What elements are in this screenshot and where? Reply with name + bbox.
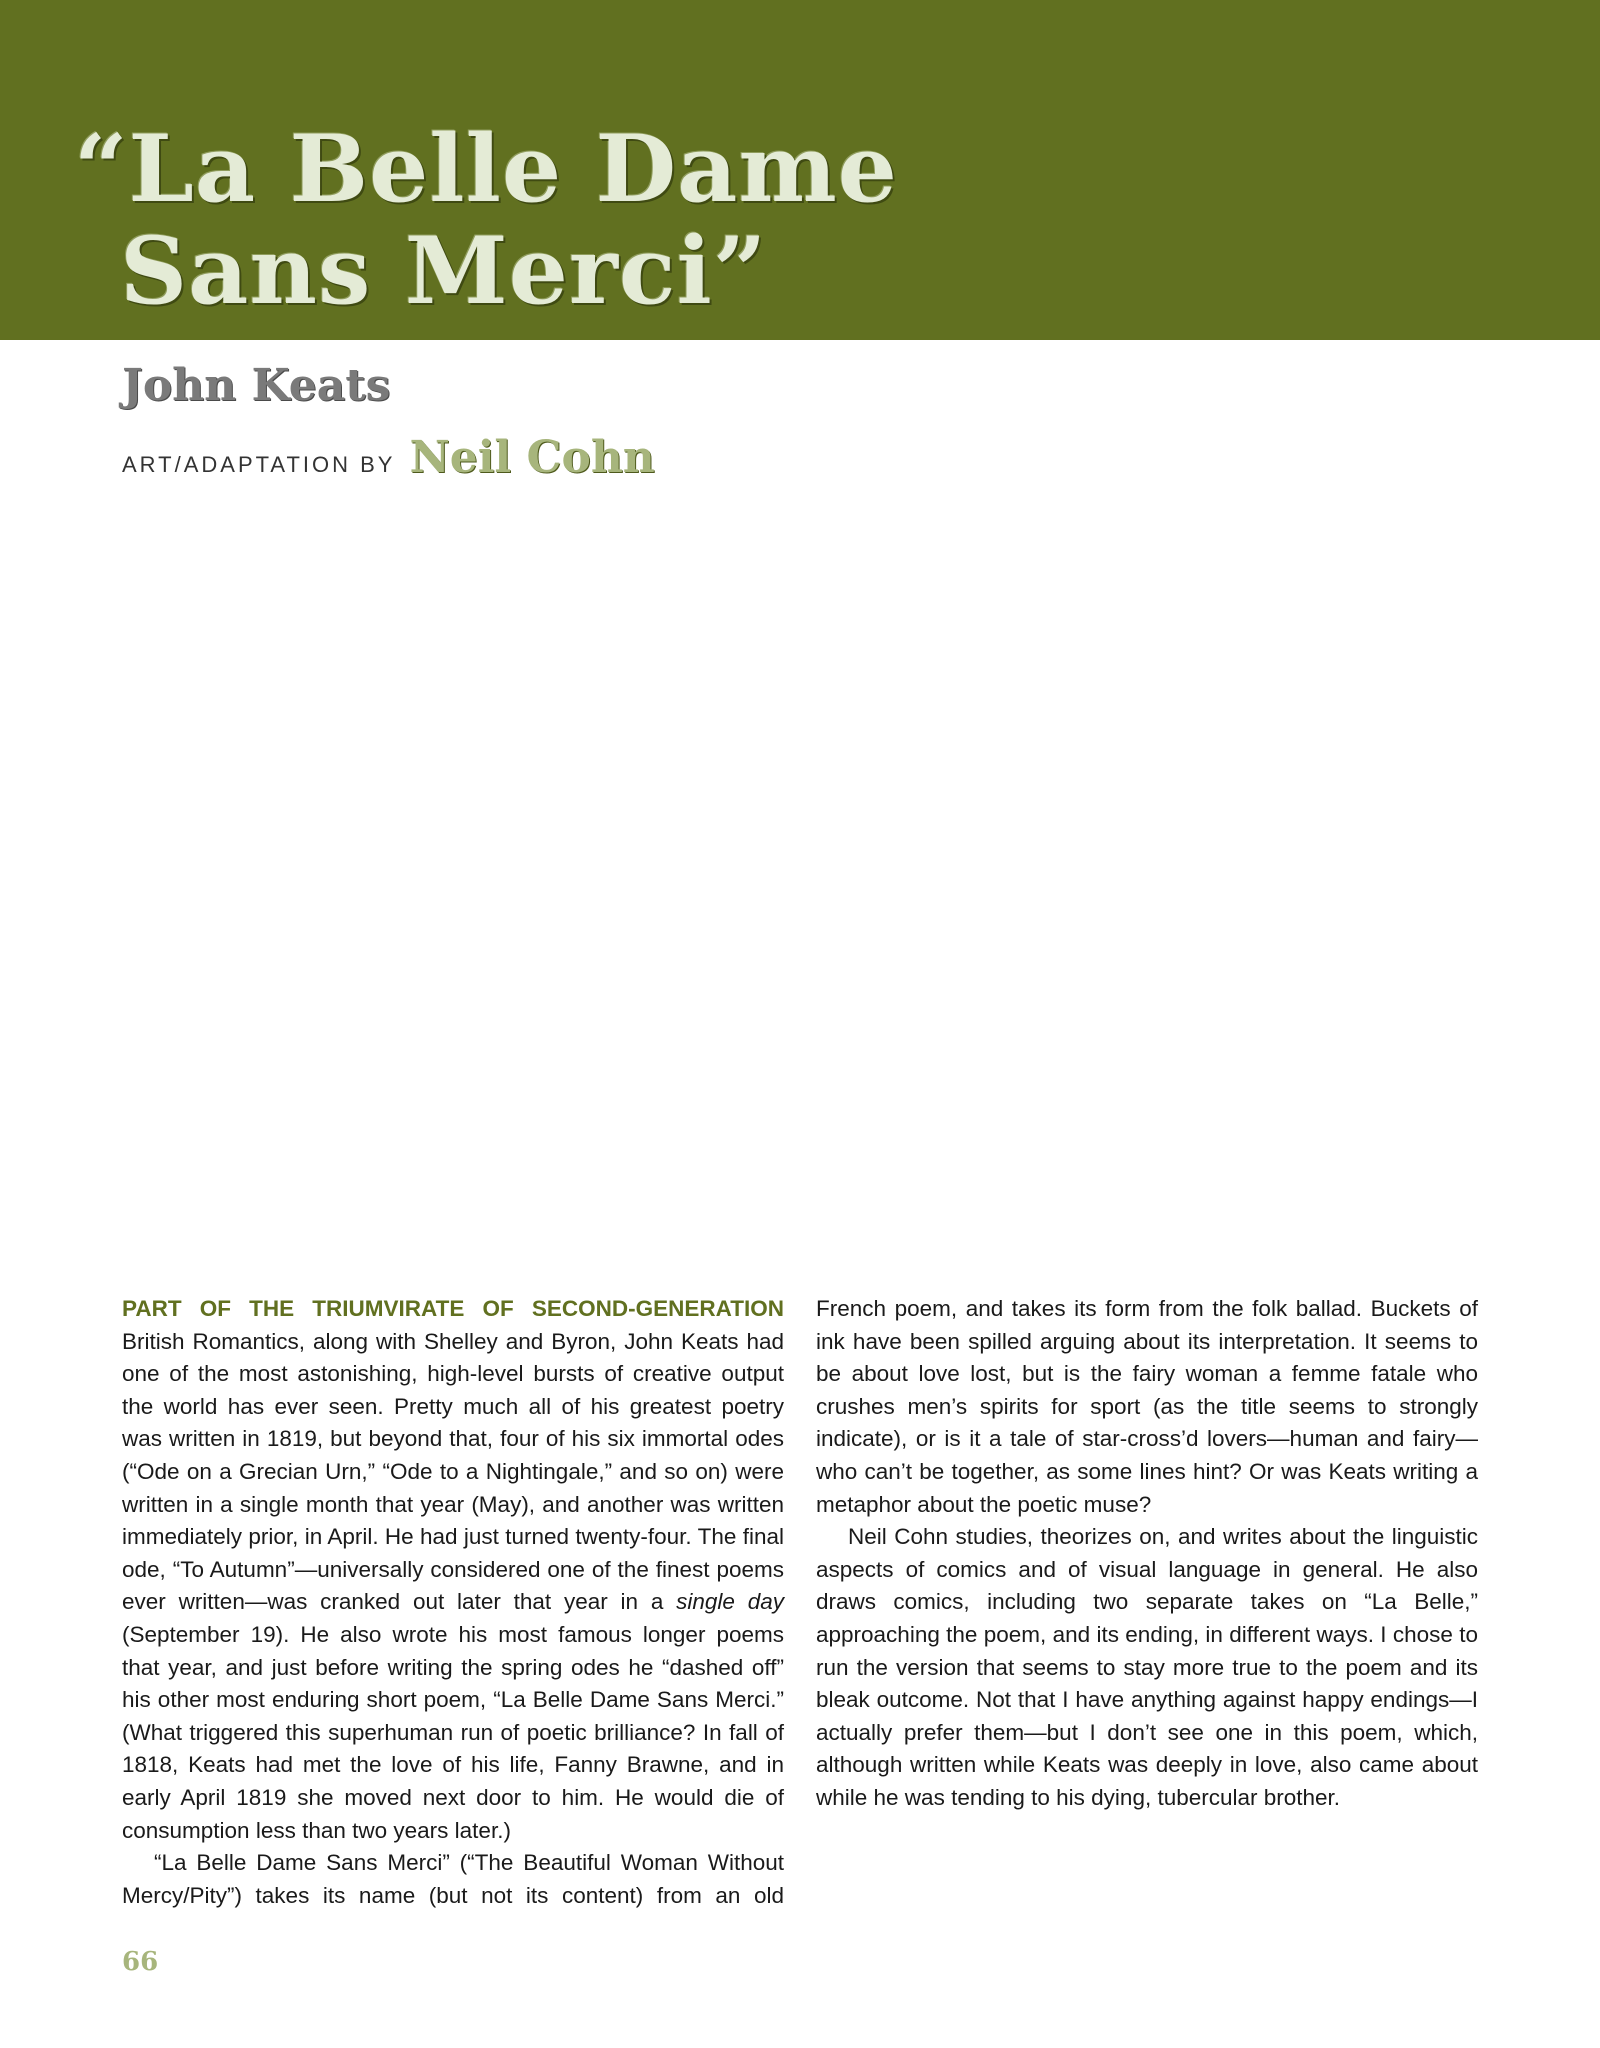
poem-title — [74, 114, 898, 326]
article-body — [122, 1293, 1478, 1913]
poem-title-line-1: “La Belle Dame — [74, 114, 898, 223]
article-emphasis: single day — [676, 1589, 784, 1615]
article-paragraph-2: “La Belle Dame Sans Merci” (“The Beautiful Woman Without Mercy/Pity”) takes its name (but not its content) from an old French poem, and takes its form from the folk ballad. Buckets of ink have been spilled arguing about its interpretation. It seems to be about love lost, but is the fairy woman a femme fatale who crushes men’s spirits for sport (as the title seems to strongly indicate), or is it a tale of star-cross’d lovers—human and fairy—who can’t be together, as some lines hint? Or was Keats writing a metaphor about the poetic muse? — [122, 1296, 1478, 1908]
credit-label: ART/ADAPTATION BY — [122, 452, 396, 477]
poem-title-line-2: Sans Merci” — [120, 216, 768, 326]
adaptation-credit — [122, 432, 655, 483]
article-paragraph-1 — [122, 1293, 784, 1847]
page-number: 66 — [122, 1947, 159, 1977]
article-paragraph-1-part-a: British Romantics, along with Shelley and Byron, John Keats had one of the most astonishing, high-level bursts of creative output the world has ever seen. Pretty much all of his greatest poetry was written in 1819, but beyond that, four of his six immortal odes (“Ode on a Grecian Urn,” “Ode to a Nightingale,” and so on) were written in a single month that year (May), and another was written immediately prior, in April. He had just turned twenty-four. The final ode, “To Autumn”—universally considered one of the finest poems ever written—was cranked out later that year in a — [122, 1328, 784, 1615]
credit-name: Neil Cohn — [409, 432, 655, 483]
poem-author: John Keats — [122, 360, 391, 411]
article-paragraph-1-part-b: (September 19). He also wrote his most famous longer poems that year, and just before writing the spring odes he “dashed off” his other most enduring short poem, “La Belle Dame Sans Merci.” (What triggered this superhuman run of poetic brilliance? In fall of 1818, Keats had met the love of his life, Fanny Brawne, and in early April 1819 she moved next door to him. He would die of consumption less than two years later.) — [122, 1621, 784, 1843]
article-paragraph-3: Neil Cohn studies, theorizes on, and writes about the linguistic aspects of comics and of visual language in general. He also draws comics, including two separate takes on “La Belle,” approaching the poem, and its ending, in different ways. I chose to run the version that seems to stay more true to the poem and its bleak outcome. Not that I have anything against happy endings—I actually prefer them—but I don’t see one in this poem, which, although written while Keats was deeply in love, also came about while he was tending to his dying, tubercular brother. — [816, 1524, 1478, 1810]
article-lead-in: PART OF THE TRIUMVIRATE OF SECOND-GENERATION — [122, 1296, 784, 1321]
